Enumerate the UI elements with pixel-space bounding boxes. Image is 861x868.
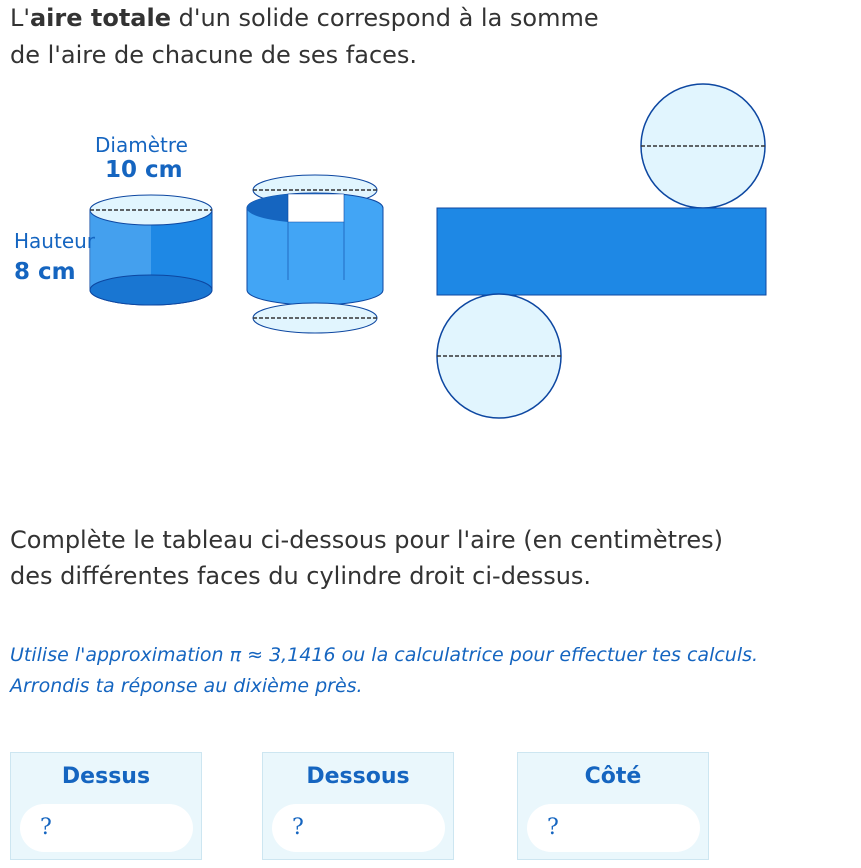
cell-cote: [517, 752, 709, 860]
intro-suffix: d'un solide correspond à la somme de l'aire de chacune de ses faces.: [10, 4, 599, 69]
cell-dessous: [262, 752, 454, 860]
question-text: Complète le tableau ci-dessous pour l'aire (en centimètres) des différentes faces du cylindre droit ci-dessus.: [10, 526, 723, 590]
height-value: 8 cm: [14, 259, 76, 285]
diameter-label: Diamètre: [95, 133, 188, 157]
diameter-value: 10 cm: [105, 157, 183, 183]
height-label: Hauteur: [14, 229, 96, 253]
intro-prefix: L': [10, 4, 30, 32]
exploded-cylinder: [247, 175, 383, 333]
cylinder-net: [437, 84, 766, 418]
header-dessous: Dessous: [306, 764, 410, 789]
question-hint: Utilise l'approximation π ≈ 3,1416 ou la calculatrice pour effectuer tes calculs. Arrondis ta réponse au dixième près.: [10, 644, 759, 697]
intro-term: aire totale: [29, 4, 171, 32]
solid-cylinder: [90, 195, 212, 305]
answer-input-dessous[interactable]: ?: [272, 804, 445, 852]
answer-input-dessus[interactable]: ?: [20, 804, 193, 852]
answer-input-cote[interactable]: ?: [527, 804, 700, 852]
header-dessus: Dessus: [61, 764, 151, 789]
cell-dessus: [10, 752, 202, 860]
header-cote: Côté: [584, 764, 642, 789]
